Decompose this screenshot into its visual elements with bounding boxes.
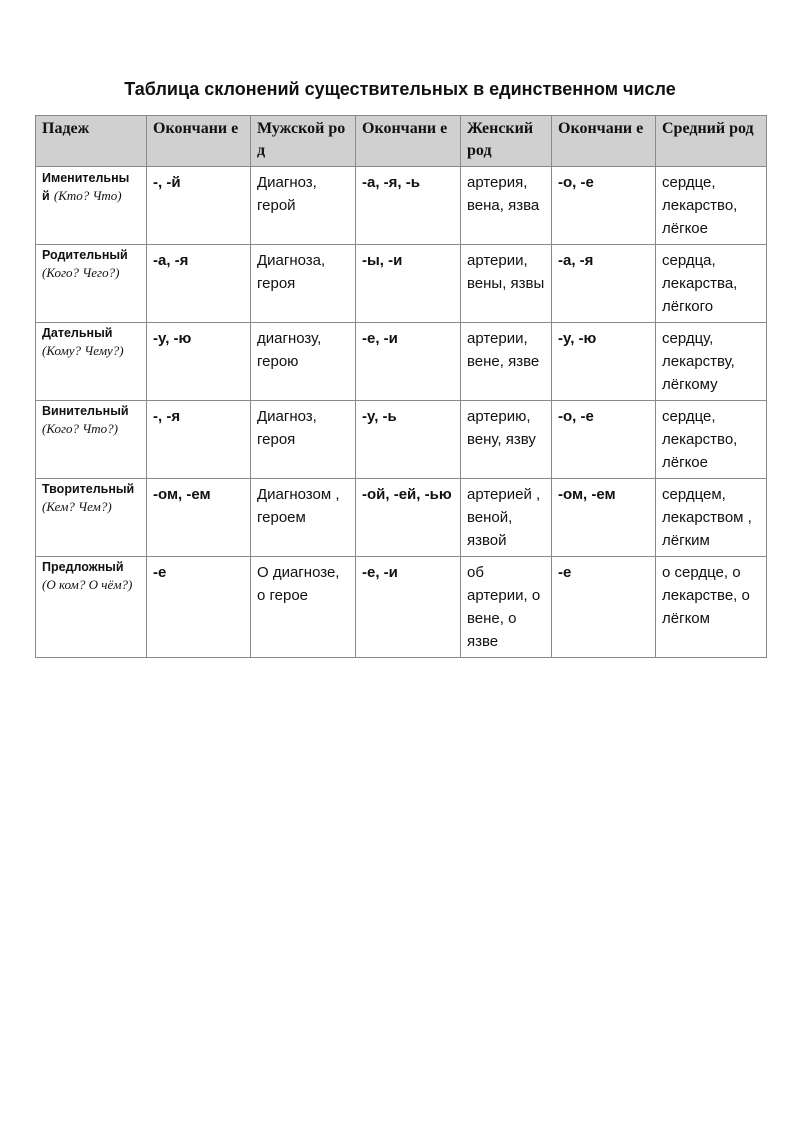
case-question: (Кем? Чем?) [42, 499, 112, 514]
case-name: Дательный [42, 326, 113, 340]
masc-words-cell: Диагноз, героя [251, 401, 356, 479]
neut-ending-cell: -у, -ю [552, 323, 656, 401]
fem-ending-cell: -ы, -и [356, 245, 461, 323]
neut-words-cell: о сердце, о лекарстве, о лёгком [656, 557, 767, 658]
declension-table [35, 115, 767, 658]
neut-words-cell: сердце, лекарство, лёгкое [656, 167, 767, 245]
header-masc-gender: Мужской род [251, 116, 356, 167]
neut-ending-cell: -е [552, 557, 656, 658]
fem-ending-cell: -ой, -ей, -ью [356, 479, 461, 557]
case-name: Родительный [42, 248, 128, 262]
neut-ending-cell: -о, -е [552, 401, 656, 479]
masc-words-cell: О диагнозе, о герое [251, 557, 356, 658]
case-cell [36, 245, 147, 323]
neut-ending-cell: -о, -е [552, 167, 656, 245]
fem-words-cell: артерии, вене, язве [461, 323, 552, 401]
neut-words-cell: сердца, лекарства, лёгкого [656, 245, 767, 323]
fem-words-cell: артерию, вену, язву [461, 401, 552, 479]
header-fem-gender: Женский род [461, 116, 552, 167]
fem-ending-cell: -е, -и [356, 323, 461, 401]
masc-ending-cell: -а, -я [147, 245, 251, 323]
table-row [36, 245, 767, 323]
case-cell [36, 323, 147, 401]
case-question: (Кого? Что?) [42, 421, 118, 436]
table-row [36, 167, 767, 245]
header-neut-ending: Окончани е [552, 116, 656, 167]
case-question: (О ком? О чём?) [42, 577, 133, 592]
case-name: Винительный [42, 404, 129, 418]
case-cell [36, 401, 147, 479]
fem-words-cell: артерии, вены, язвы [461, 245, 552, 323]
masc-words-cell: диагнозу, герою [251, 323, 356, 401]
fem-ending-cell: -у, -ь [356, 401, 461, 479]
table-row [36, 557, 767, 658]
header-case: Падеж [36, 116, 147, 167]
header-fem-ending: Окончани е [356, 116, 461, 167]
fem-ending-cell: -а, -я, -ь [356, 167, 461, 245]
fem-words-cell: об артерии, о вене, о язве [461, 557, 552, 658]
masc-ending-cell: -е [147, 557, 251, 658]
neut-words-cell: сердцем, лекарством , лёгким [656, 479, 767, 557]
document-title: Таблица склонений существительных в единственном числе [124, 79, 676, 99]
header-neut-gender: Средний род [656, 116, 767, 167]
table-header-row [36, 116, 767, 167]
table-row [36, 323, 767, 401]
fem-words-cell: артерия, вена, язва [461, 167, 552, 245]
case-name: Творительный [42, 482, 135, 496]
fem-ending-cell: -е, -и [356, 557, 461, 658]
case-cell [36, 557, 147, 658]
case-cell [36, 479, 147, 557]
neut-ending-cell: -а, -я [552, 245, 656, 323]
case-question: (Кого? Чего?) [42, 265, 120, 280]
masc-ending-cell: -, -я [147, 401, 251, 479]
header-masc-ending: Окончани е [147, 116, 251, 167]
masc-words-cell: Диагноз, герой [251, 167, 356, 245]
case-name: Именительны й [42, 171, 130, 203]
masc-words-cell: Диагноза, героя [251, 245, 356, 323]
neut-ending-cell: -ом, -ем [552, 479, 656, 557]
case-cell [36, 167, 147, 245]
case-question: (Кому? Чему?) [42, 343, 124, 358]
masc-ending-cell: -у, -ю [147, 323, 251, 401]
table-row [36, 479, 767, 557]
fem-words-cell: артерией , веной, язвой [461, 479, 552, 557]
neut-words-cell: сердцу, лекарству, лёгкому [656, 323, 767, 401]
table-row [36, 401, 767, 479]
masc-words-cell: Диагнозом , героем [251, 479, 356, 557]
neut-words-cell: сердце, лекарство, лёгкое [656, 401, 767, 479]
case-question: (Кто? Что) [53, 188, 122, 203]
case-name: Предложный [42, 560, 124, 574]
masc-ending-cell: -, -й [147, 167, 251, 245]
masc-ending-cell: -ом, -ем [147, 479, 251, 557]
